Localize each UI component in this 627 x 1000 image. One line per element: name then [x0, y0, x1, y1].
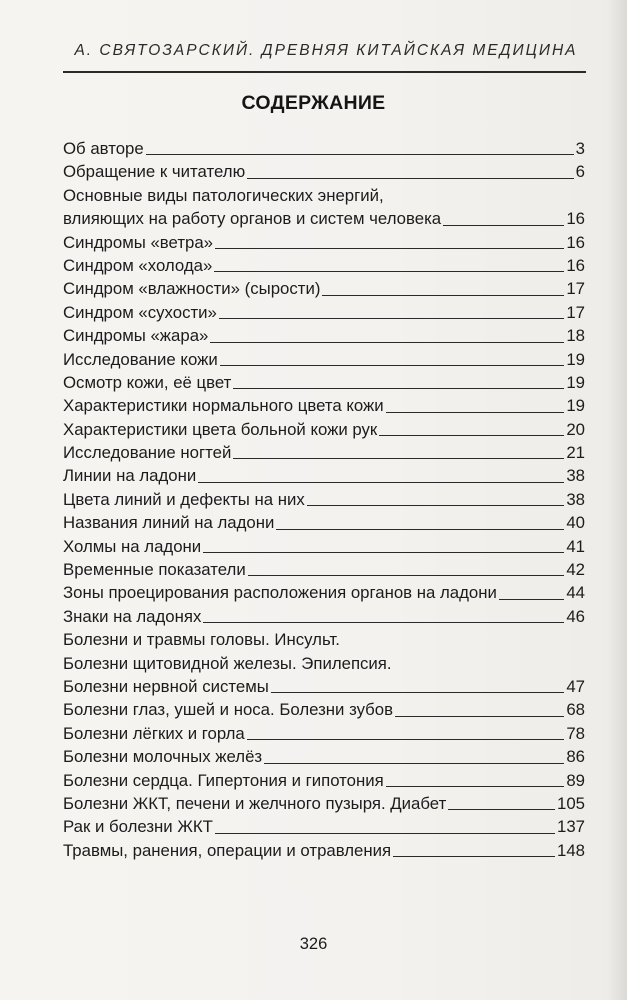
toc-entry: [63, 277, 585, 300]
toc-entry-title: Синдромы «жара»: [63, 326, 209, 346]
toc-entry: [63, 184, 585, 231]
toc-entry: [63, 815, 585, 838]
page-number: 326: [299, 935, 328, 953]
toc-leader-line: [499, 599, 564, 600]
toc-entry: [63, 535, 585, 558]
toc-entry-title: Синдромы «ветра»: [63, 232, 213, 252]
toc-entry-title: Обращение к читателю: [63, 162, 246, 182]
toc-entry-page: 40: [566, 513, 585, 533]
toc-entry: [63, 231, 585, 254]
toc-entry: [63, 722, 585, 745]
toc-leader-line: [220, 365, 565, 366]
toc-entry-title: Осмотр кожи, её цвет: [63, 372, 232, 392]
toc-entry-title: Характеристики нормального цвета кожи: [63, 396, 384, 416]
toc-entry: [63, 698, 585, 721]
toc-leader-line: [146, 154, 574, 155]
toc-entry: [63, 137, 585, 160]
toc-entry-title: Зоны проецирования расположения органов на ладони: [63, 583, 497, 603]
toc-entry-page: 89: [566, 770, 585, 790]
toc-entry-page: 3: [575, 138, 585, 158]
toc-entry-page: 16: [566, 232, 585, 252]
toc-leader-line: [443, 225, 564, 226]
toc-entry-title: Болезни ЖКТ, печени и желчного пузыря. Диабет: [63, 793, 447, 813]
toc-leader-line: [247, 178, 574, 179]
toc-leader-line: [203, 552, 564, 553]
toc-entry-title: Линии на ладони: [63, 466, 197, 486]
toc-entry-title: Цвета линий и дефекты на них: [63, 489, 305, 509]
toc-entry-title: Рак и болезни ЖКТ: [63, 817, 213, 837]
toc-entry: [63, 745, 585, 768]
toc-leader-line: [198, 482, 564, 483]
toc-entry-title: Болезни сердца. Гипертония и гипотония: [63, 770, 384, 790]
toc-entry-page: 19: [566, 349, 585, 369]
toc-entry-page: 86: [566, 747, 585, 767]
toc-entry-title: Характеристики цвета больной кожи рук: [63, 419, 378, 439]
toc-entry-title: Знаки на ладонях: [63, 606, 202, 626]
toc-entry: [63, 511, 585, 534]
toc-leader-line: [386, 786, 565, 787]
toc-entry-page: 38: [566, 489, 585, 509]
toc-entry-title: Исследование кожи: [63, 349, 218, 369]
toc-entry-title: Исследование ногтей: [63, 443, 232, 463]
toc-entry-page: 18: [566, 326, 585, 346]
toc-entry-page: 105: [557, 793, 585, 813]
toc-leader-line: [379, 435, 564, 436]
toc-entry: [63, 581, 585, 604]
toc-entry-page: 78: [566, 723, 585, 743]
toc-leader-line: [210, 342, 564, 343]
toc-entry: [63, 675, 585, 698]
toc-leader-line: [386, 412, 565, 413]
toc-entry: [63, 628, 585, 651]
toc-entry-title: Синдром «сухости»: [63, 302, 217, 322]
toc-leader-line: [219, 318, 564, 319]
toc-entry: [63, 348, 585, 371]
toc-entry-page: 6: [575, 162, 585, 182]
toc-entry-page: 68: [566, 700, 585, 720]
toc-entry-title-line1: Основные виды патологических энергий,: [63, 185, 384, 205]
page-title: СОДЕРЖАНИЕ: [241, 92, 386, 114]
toc-entry-page: 41: [566, 536, 585, 556]
toc-entry-page: 42: [566, 560, 585, 580]
toc-entry-page: 19: [566, 396, 585, 416]
toc-entry: [63, 160, 585, 183]
toc-entry: [63, 652, 585, 675]
toc-entry: [63, 301, 585, 324]
toc-entry-page: 46: [566, 606, 585, 626]
toc-entry-title: Об авторе: [63, 138, 144, 158]
toc-entry: [63, 464, 585, 487]
toc-entry-page: 16: [566, 209, 585, 229]
table-of-contents: [63, 137, 585, 862]
toc-entry-title: Болезни лёгких и горла: [63, 723, 245, 743]
toc-leader-line: [203, 622, 564, 623]
toc-entry-page: 44: [566, 583, 585, 603]
toc-entry-page: 137: [557, 817, 585, 837]
toc-entry-title: Болезни нервной системы: [63, 676, 269, 696]
toc-entry-title: Синдром «влажности» (сырости): [63, 279, 321, 299]
toc-entry-title: Болезни щитовидной железы. Эпилепсия.: [63, 653, 392, 673]
toc-leader-line: [271, 692, 565, 693]
toc-leader-line: [215, 248, 564, 249]
toc-entry-page: 21: [566, 443, 585, 463]
toc-leader-line: [214, 271, 564, 272]
toc-entry-title: Названия линий на ладони: [63, 513, 275, 533]
toc-entry-page: 19: [566, 372, 585, 392]
toc-entry-page: 47: [566, 676, 585, 696]
toc-entry-title: Травмы, ранения, операции и отравления: [63, 840, 392, 860]
toc-leader-line: [233, 388, 564, 389]
toc-leader-line: [395, 716, 564, 717]
toc-entry-page: 20: [566, 419, 585, 439]
toc-entry: [63, 441, 585, 464]
toc-entry-page: 17: [566, 302, 585, 322]
toc-entry: [63, 394, 585, 417]
toc-entry: [63, 371, 585, 394]
toc-entry: [63, 488, 585, 511]
toc-leader-line: [248, 575, 565, 576]
toc-entry-title: Временные показатели: [63, 560, 246, 580]
toc-entry-title: Синдром «холода»: [63, 255, 213, 275]
toc-entry: [63, 254, 585, 277]
toc-leader-line: [393, 856, 555, 857]
toc-entry: [63, 769, 585, 792]
toc-entry-page: 38: [566, 466, 585, 486]
toc-entry-title: Болезни глаз, ушей и носа. Болезни зубов: [63, 700, 394, 720]
toc-entry: [63, 839, 585, 862]
toc-leader-line: [215, 833, 555, 834]
toc-entry: [63, 792, 585, 815]
toc-leader-line: [233, 458, 564, 459]
toc-entry-page: 148: [557, 840, 585, 860]
toc-leader-line: [307, 505, 565, 506]
toc-entry: [63, 558, 585, 581]
toc-entry: [63, 418, 585, 441]
toc-leader-line: [247, 739, 565, 740]
toc-leader-line: [448, 809, 555, 810]
toc-entry-page: 17: [566, 279, 585, 299]
running-head: А. СВЯТОЗАРСКИЙ. ДРЕВНЯЯ КИТАЙСКАЯ МЕДИЦИНА: [74, 42, 578, 59]
toc-entry-title: Болезни молочных желёз: [63, 747, 263, 767]
toc-entry: [63, 324, 585, 347]
toc-entry-page: 16: [566, 255, 585, 275]
toc-entry: [63, 605, 585, 628]
toc-leader-line: [264, 763, 564, 764]
toc-entry-title: влияющих на работу органов и систем человека: [63, 209, 442, 229]
toc-leader-line: [322, 295, 564, 296]
toc-entry-title: Болезни и травмы головы. Инсульт.: [63, 630, 340, 650]
toc-entry-title: Холмы на ладони: [63, 536, 202, 556]
page-edge-shadow: [607, 0, 627, 1000]
header-rule: [63, 71, 586, 73]
toc-leader-line: [276, 529, 564, 530]
